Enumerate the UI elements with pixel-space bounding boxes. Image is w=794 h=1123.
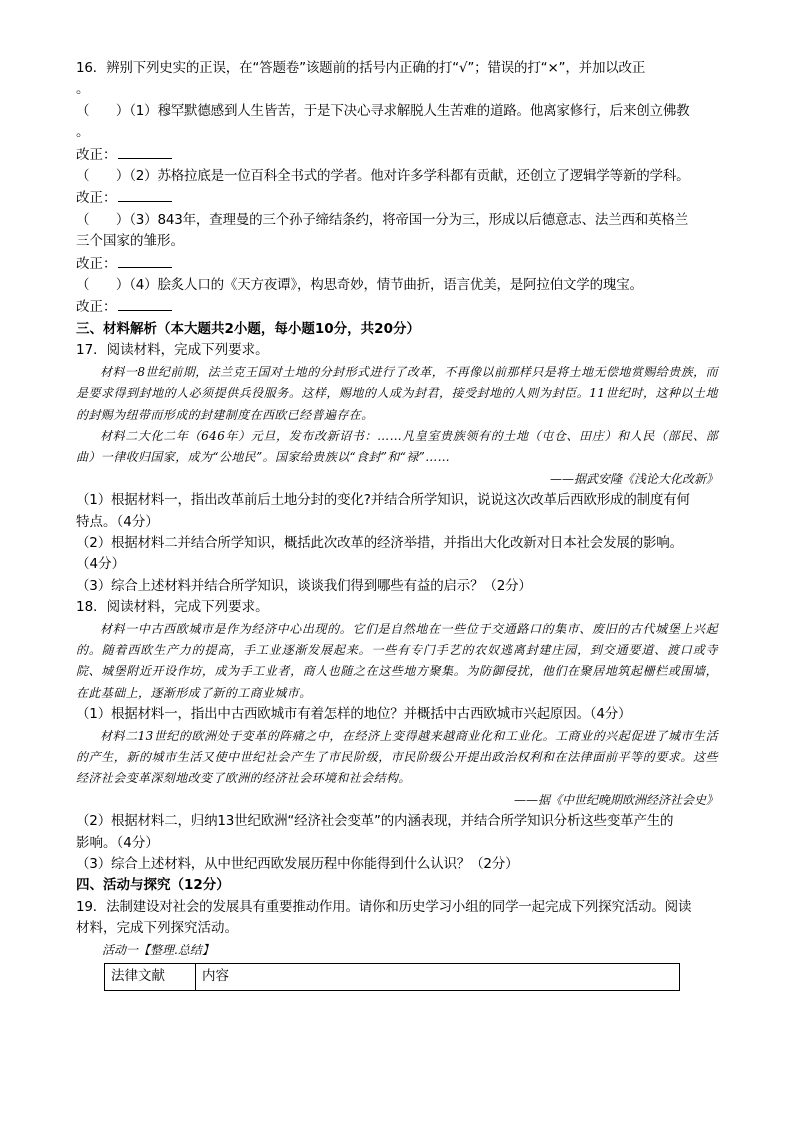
answer-blank[interactable]: [118, 253, 172, 268]
q16-correction-2: [76, 187, 718, 209]
q16-intro: 16．辨别下列史实的正误，在“答题卷”该题前的括号内正确的打“√”；错误的打“×”，并加以改正: [76, 60, 646, 76]
exam-page: [76, 58, 718, 991]
q17-material-2: 材料二大化二年（646年）元旦，发布改新诏书：……凡皇室贵族领有的土地（屯仓、田庄）和人民（部民、部曲）一律收归国家，成为“公地民”。国家给贵族以“食封”和“禄”……: [76, 428, 718, 465]
section-3-title: 三、材料解析（本大题共2小题，每小题10分，共20分）: [76, 320, 420, 337]
q18-req-2-cont: 影响。（4分）: [76, 834, 159, 851]
q17-source: ——据武安隆《浅论大化改新》: [549, 471, 718, 486]
law-documents-table: [104, 963, 680, 991]
q19-activity-1-label: 活动一【整理.总结】: [102, 942, 214, 957]
q17-req-2-cont: （4分）: [76, 556, 126, 573]
q16-item-2: （ ）（2）苏格拉底是一位百科全书式的学者。他对许多学科都有贡献，还创立了逻辑学等新的学科。: [76, 168, 690, 185]
correction-label: 改正：: [76, 190, 117, 207]
q16-item-1: （ ）（1）穆罕默德感到人生皆苦，于是下决心寻求解脱人生苦难的道路。他离家修行，后来创立佛教: [76, 102, 690, 119]
correction-label: 改正：: [76, 146, 117, 163]
q16-item-3-cont: 三个国家的雏形。: [76, 233, 184, 250]
answer-blank[interactable]: [118, 144, 172, 159]
q16-correction-3: [76, 253, 718, 275]
q16-intro-end: 。: [76, 81, 90, 98]
table-header-content: 内容: [196, 964, 680, 991]
q18-req-1: （1）根据材料一，指出中古西欧城市有着怎样的地位？并概括中古西欧城市兴起原因。（4分）: [76, 706, 632, 723]
q18-material-1: 材料一中古西欧城市是作为经济中心出现的。它们是自然地在一些位于交通路口的集市、废旧的古代城堡上兴起的。随着西欧生产力的提高，手工业逐渐发展起来。一些有专门手艺的农奴逃离封建庄园，到交通要道、渡口或寺院、城堡附近开设作坊，成为手工业者，商人也随之在这些地方聚集。为防御侵扰，他们在聚居地筑起栅栏或围墙，在此基础上，逐渐形成了新的工商业城市。: [76, 621, 718, 700]
q16-item-3: （ ）（3）843年，查理曼的三个孙子缔结条约，将帝国一分为三，形成以后德意志、法兰西和英格兰: [76, 211, 689, 228]
q17-req-1-cont: 特点。（4分）: [76, 513, 159, 530]
q16-item-1-cont: 。: [76, 124, 90, 141]
q18-source: ——据《中世纪晚期欧洲经济社会史》: [513, 792, 718, 807]
q19-stem: 19．法制建设对社会的发展具有重要推动作用。请你和历史学习小组的同学一起完成下列探究活动。阅读: [76, 898, 692, 915]
q18-req-2: （2）根据材料二，归纳13世纪欧洲“经济社会变革”的内涵表现，并结合所学知识分析这些变革产生的: [76, 813, 674, 830]
q18-req-3: （3）综合上述材料，从中世纪西欧发展历程中你能得到什么认识？（2分）: [76, 856, 519, 873]
q17-stem: 17．阅读材料，完成下列要求。: [76, 342, 269, 359]
q17-req-3: （3）综合上述材料并结合所学知识，谈谈我们得到哪些有益的启示？（2分）: [76, 577, 532, 594]
q17-material-1: 材料一8世纪前期，法兰克王国对土地的分封形式进行了改革，不再像以前那样只是将土地无偿地赏赐给贵族，而是要求得到封地的人必须提供兵役服务。这样，赐地的人成为封君，接受封地的人则为封臣。11世纪时，这种以土地的封赐为纽带而形成的封建制度在西欧已经普遍存在。: [76, 364, 718, 422]
table-header-law-document: 法律文献: [105, 964, 196, 991]
section-4-title: 四、活动与探究（12分）: [76, 877, 230, 894]
q17-req-1: （1）根据材料一，指出改革前后土地分封的变化?并结合所学知识，说说这次改革后西欧形成的制度有何: [76, 492, 690, 509]
q16-item-4: （ ）（4）脍炙人口的《天方夜谭》，构思奇妙，情节曲折，语言优美，是阿拉伯文学的瑰宝。: [76, 277, 643, 294]
correction-label: 改正：: [76, 255, 117, 272]
answer-blank[interactable]: [118, 187, 172, 202]
correction-label: 改正：: [76, 299, 117, 316]
q19-stem-cont: 材料，完成下列探究活动。: [76, 920, 238, 937]
q16-correction-1: [76, 144, 718, 166]
q17-req-2: （2）根据材料二并结合所学知识，概括此次改革的经济举措，并指出大化改新对日本社会发展的影响。: [76, 534, 683, 551]
q16-correction-4: [76, 296, 718, 318]
table-row: [105, 964, 680, 991]
q18-material-2: 材料二13世纪的欧洲处于变革的阵痛之中，在经济上变得越来越商业化和工业化。工商业的兴起促进了城市生活的产生，新的城市生活又使中世纪社会产生了市民阶级，市民阶级公开提出政治权利和在法律面前平等的要求。这些经济社会变革深刻地改变了欧洲的经济社会环境和社会结构。: [76, 728, 718, 786]
q18-stem: 18．阅读材料，完成下列要求。: [76, 599, 269, 616]
answer-blank[interactable]: [118, 296, 172, 311]
